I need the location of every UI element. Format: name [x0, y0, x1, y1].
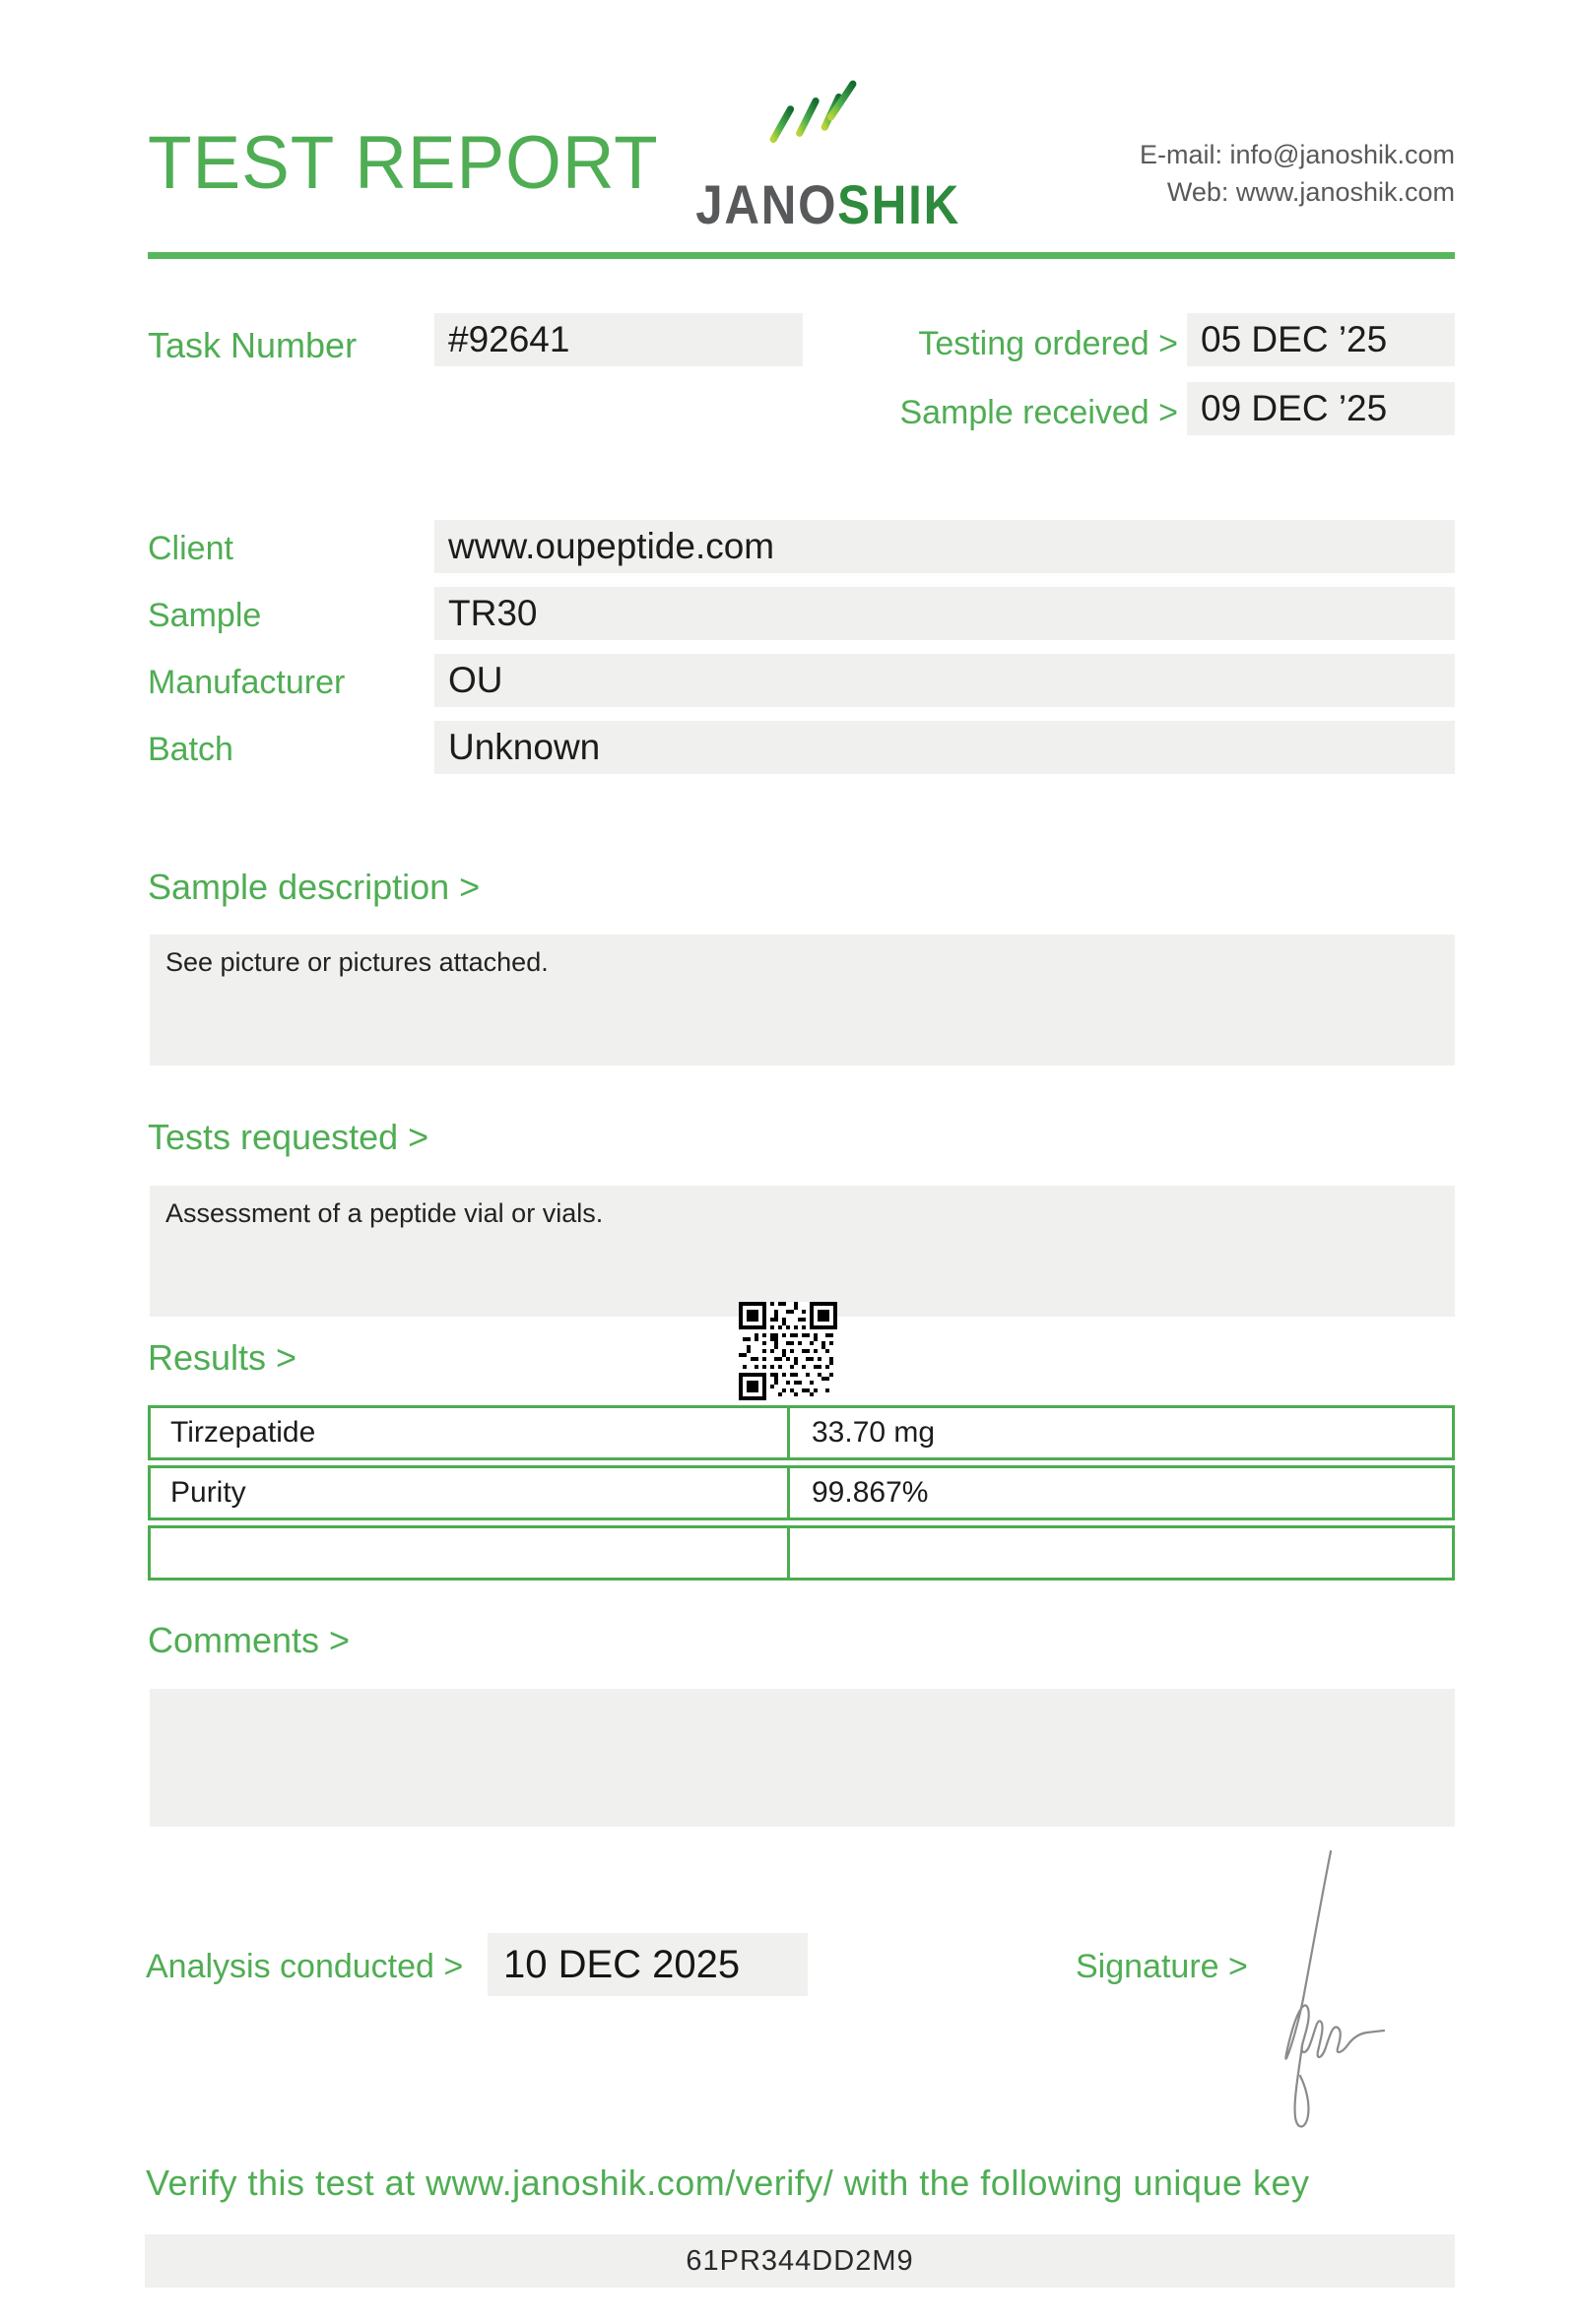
result-row-tirzepatide	[148, 1405, 1455, 1460]
logo-chart-peaks-icon	[766, 77, 859, 160]
result-value	[790, 1528, 1452, 1578]
tests-requested-text: Assessment of a peptide vial or vials.	[165, 1198, 604, 1228]
logo-jano-text: JANO	[695, 173, 838, 235]
batch-value: Unknown	[448, 727, 601, 767]
sample-description-box	[150, 935, 1455, 1065]
manufacturer-value-box	[434, 654, 1455, 707]
janoshik-logo	[680, 77, 960, 236]
manufacturer-value: OU	[448, 660, 503, 700]
results-heading: Results >	[148, 1337, 297, 1378]
result-value: 33.70 mg	[812, 1416, 936, 1449]
sample-value: TR30	[448, 593, 538, 633]
analysis-conducted-value: 10 DEC 2025	[503, 1942, 741, 1986]
unique-key-value: 61PR344DD2M9	[686, 2244, 914, 2277]
testing-ordered-value: 05 DEC ’25	[1201, 319, 1388, 359]
comments-box	[150, 1689, 1455, 1827]
batch-value-box	[434, 721, 1455, 774]
sample-value-box	[434, 587, 1455, 640]
contact-web: Web: www.janoshik.com	[1166, 177, 1455, 207]
testing-ordered-label: Testing ordered >	[918, 325, 1178, 362]
result-name: Purity	[151, 1468, 790, 1517]
sample-received-value-box	[1187, 382, 1455, 435]
sample-description-heading: Sample description >	[148, 867, 481, 907]
header-divider	[148, 252, 1455, 259]
comments-heading: Comments >	[148, 1620, 351, 1660]
task-number-label: Task Number	[148, 325, 358, 365]
result-name	[151, 1528, 790, 1578]
result-row-empty	[148, 1525, 1455, 1581]
verify-instruction: Verify this test at www.janoshik.com/verify/ with the following unique key	[146, 2163, 1310, 2203]
manufacturer-label: Manufacturer	[148, 664, 346, 701]
signature-scribble	[1266, 1843, 1423, 2139]
testing-ordered-value-box	[1187, 313, 1455, 366]
batch-label: Batch	[148, 731, 233, 768]
task-number-value: #92641	[448, 319, 570, 359]
contact-email: E-mail: info@janoshik.com	[1139, 140, 1455, 169]
signature-label: Signature >	[1076, 1948, 1248, 1985]
qr-code	[739, 1302, 837, 1400]
logo-shik-text: SHIK	[837, 173, 960, 235]
sample-description-text: See picture or pictures attached.	[165, 947, 549, 977]
unique-key-box	[145, 2234, 1455, 2288]
analysis-conducted-value-box	[488, 1933, 808, 1996]
tests-requested-box	[150, 1186, 1455, 1317]
client-value-box	[434, 520, 1455, 573]
analysis-conducted-label: Analysis conducted >	[146, 1948, 464, 1985]
sample-label: Sample	[148, 597, 262, 634]
result-name: Tirzepatide	[151, 1408, 790, 1457]
page-title: TEST REPORT	[148, 121, 659, 205]
tests-requested-heading: Tests requested >	[148, 1117, 429, 1157]
sample-received-label: Sample received >	[899, 394, 1178, 431]
result-row-purity	[148, 1465, 1455, 1520]
client-label: Client	[148, 530, 233, 567]
contact-block	[1140, 136, 1455, 211]
client-value: www.oupeptide.com	[448, 526, 775, 566]
result-value: 99.867%	[812, 1476, 929, 1509]
sample-received-value: 09 DEC ’25	[1201, 388, 1388, 428]
logo-wordmark	[695, 172, 960, 236]
task-number-value-box	[434, 313, 803, 366]
